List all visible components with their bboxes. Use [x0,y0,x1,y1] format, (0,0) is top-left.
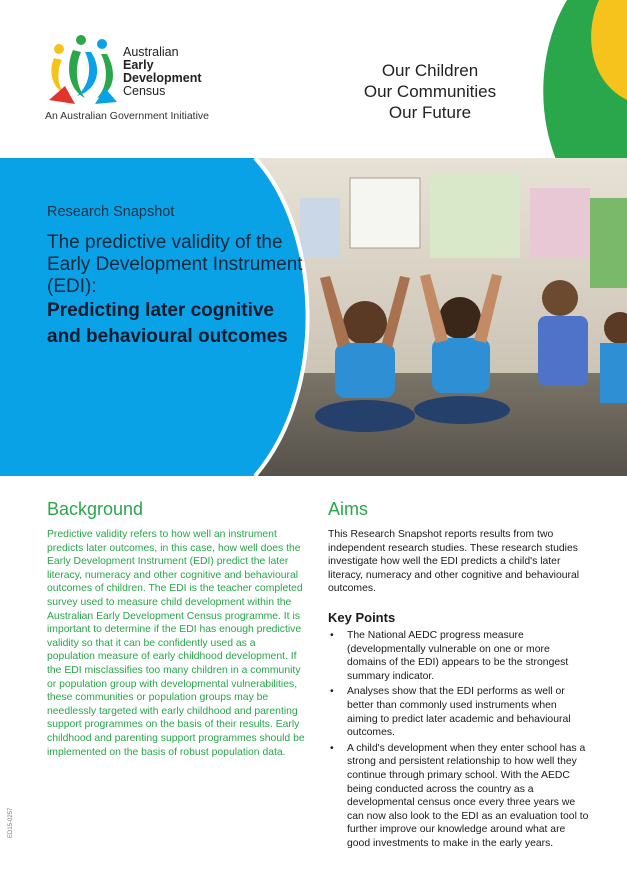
title-light: The predictive validity of the Early Development Instrument (EDI): [47,232,303,297]
logo-line-2: Early [123,58,154,72]
tagline-strong: Communities [396,82,497,101]
hero-title-block [47,204,307,350]
aedc-logo [45,32,245,127]
bullet-icon: • [330,629,334,641]
background-section [47,499,305,759]
tagline-pre: Our [388,103,422,122]
list-item [328,629,590,683]
aims-section [328,499,590,852]
title-bold: Predicting later cognitive and behavioural outcomes [47,300,288,347]
logo-line-1: Australian [123,45,179,59]
tagline-line-3 [330,102,530,123]
key-point-text: A child's development when they enter school has a strong and persistent relationship to how well they continue through primary school. With the AEDC being conducted across the country as a developmental census once every three years we can now also look to the EDI as an evaluation tool to further improve our knowledge around what are good investments to make in the early years. [347,742,589,849]
hero-banner [0,158,627,476]
list-item [328,685,590,739]
tagline-strong: Future [421,103,472,122]
aims-text: This Research Snapshot reports results from two independent research studies. These research studies investigate how well the EDI predicts a child's later literacy, numeracy and other cognitive and behavioural outcomes. [328,529,580,595]
logo-line-3: Development [123,71,202,85]
aims-heading: Aims [328,499,368,519]
tagline-line-1 [330,60,530,81]
tagline-pre: Our [363,82,397,101]
background-text: Predictive validity refers to how well an instrument predicts later outcomes, in this case, how well does the Early Development Instrument (EDI) predict the later literacy, numeracy and other cognitive and behavioural outcomes of children. The EDI is the teacher completed survey used to measure child development within the Australian Early Development Census programme. It is important to determine if the EDI has enough predictive validity so that it can be confidently used as a population measure of early childhood development. If the EDI misclassifies too many children in a community or population group with developmental vulnerabilities, these communities or population groups may be needlessly targeted with early childhood and parenting support programmes on the basis of their results. Early childhood and parenting support programmes should be implemented on the basis of robust population data. [47,529,305,758]
key-points-heading: Key Points [328,609,396,625]
key-point-text: The National AEDC progress measure (developmentally vulnerable on one or more domains of the EDI) appears to be the strongest summary indicator. [347,629,569,682]
research-snapshot-label: Research Snapshot [47,204,175,220]
logo-line-4: Census [123,84,166,98]
bullet-icon: • [330,686,334,698]
tagline [330,60,530,123]
logo-figures-icon [45,32,119,106]
tagline-strong: Children [414,61,479,80]
logo-wordmark [123,46,202,98]
background-heading: Background [47,499,144,519]
tagline-line-2 [330,81,530,102]
document-code: ED15-0257 [8,807,14,838]
key-point-text: Analyses show that the EDI performs as well or better than commonly used instruments when aiming to predict later academic and behavioural outcomes. [347,686,571,739]
tagline-pre: Our [381,61,415,80]
bullet-icon: • [330,742,334,754]
key-points-list [328,629,590,851]
logo-subline: An Australian Government Initiative [45,110,210,122]
list-item [328,742,590,851]
